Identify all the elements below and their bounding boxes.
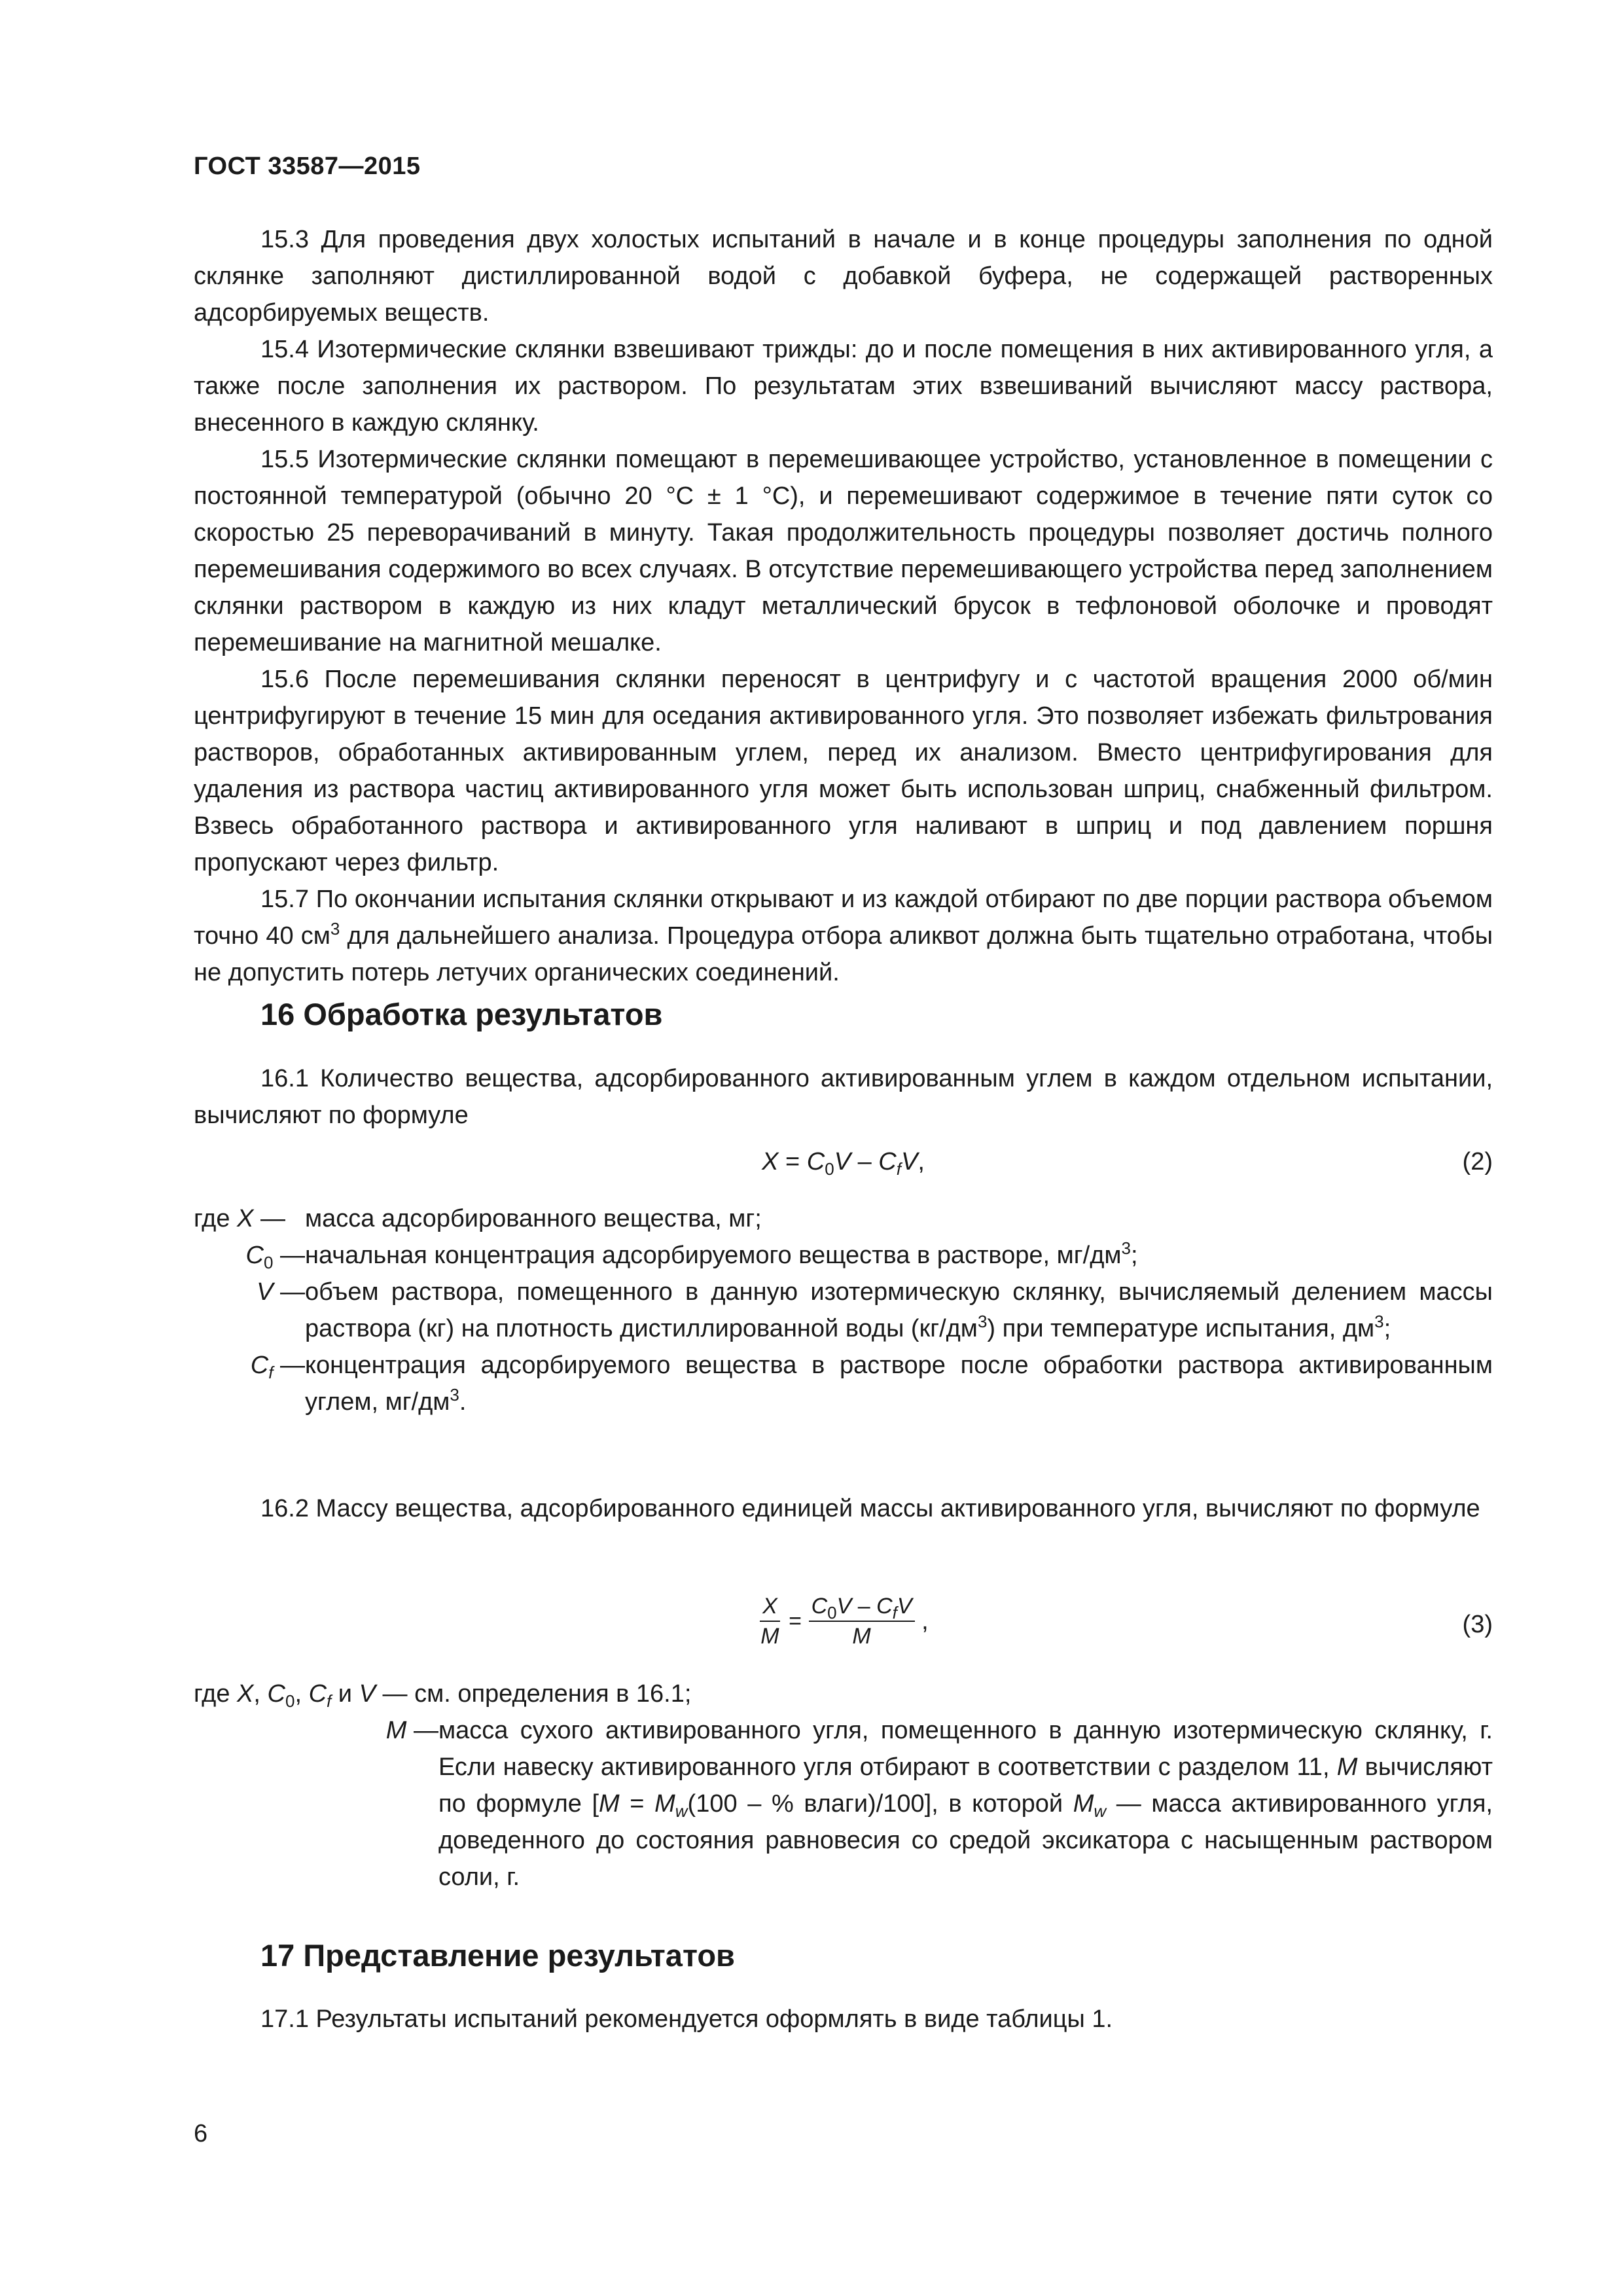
- paragraph-15-7: 15.7 По окончании испытания склянки открывают и из каждой отбирают по две порции раствора объемом точно 40 $см^3$ для дальнейшего анализа. Процедура отбора аликвот должна быть тщательно отработана, чтобы не допустить потерь летучих органических соединений.: [194, 886, 1493, 986]
- definition-C0: $C_0$ — начальная концентрация адсорбируемого вещества в растворе, $мг/дм^3$;: [245, 1238, 1138, 1272]
- formula-2-definitions: [194, 1200, 1493, 1420]
- section-15-body: [194, 221, 1493, 991]
- definition-X-C0-Cf-V: где X, $C_0$, $C_f$ и V — см. определения в 16.1;: [194, 1680, 692, 1711]
- formula-3-rhs-fraction: $\frac{C_0V - C_fV}{M}$: [809, 1592, 915, 1651]
- formula-3: [194, 1592, 1493, 1657]
- paragraph-15-4: 15.4 Изотермические склянки взвешивают трижды: до и после помещения в них активированного угля, а также после заполнения их раствором. По результатам этих взвешиваний вычисляют массу раствора, внесенного в каждую склянку.: [194, 336, 1493, 437]
- paragraph-17-1: 17.1 Результаты испытаний рекомендуется оформлять в виде таблицы 1.: [260, 2005, 1113, 2033]
- page-number: 6: [194, 2120, 208, 2147]
- paragraph-16-1-block: [194, 1060, 1493, 1134]
- formula-3-expression: $\frac{X}{M}$ = $\frac{C_0V - C_fV}{M}$ ,: [194, 1592, 1493, 1651]
- formula-3-lhs-fraction: $\frac{X}{M}$: [758, 1592, 781, 1651]
- formula-3-definitions: [194, 1676, 1493, 1895]
- paragraph-16-1: 16.1 Количество вещества, адсорбированного активированным углем в каждом отдельном испытании, вычисляют по формуле: [194, 1065, 1493, 1129]
- paragraph-15-5: 15.5 Изотермические склянки помещают в перемешивающее устройство, установленное в помещении с постоянной температурой (обычно 20 °С ± 1 °С), и перемешивают содержимое в течение пяти суток со скоростью 25 переворачиваний в минуту. Такая продолжительность процедуры позволяет достичь полного перемешивания содержимого во всех случаях. В отсутствие перемешивающего устройства перед заполнением склянки раствором в каждую из них кладут металлический брусок в тефлоновой оболочке и проводят перемешивание на магнитной мешалке.: [194, 446, 1493, 656]
- formula-3-number: (3): [1462, 1611, 1493, 1638]
- paragraph-17-1-block: [194, 2001, 1493, 2037]
- definition-M: M — масса сухого активированного угля, помещенного в данную изотермическую склянку, г. Если навеску активированного угля отбирают в соответствии с разделом 11, M вычисляют по формуле [$M = M_w(100$ – % влаги)/100], в которой $M_w$ — масса активированного угля, доведенного до состояния равновесия со средой эксикатора с насыщенным раствором соли, г.: [385, 1717, 1493, 1891]
- definition-X: где X — масса адсорбированного вещества, мг;: [194, 1205, 762, 1232]
- paragraph-15-6: 15.6 После перемешивания склянки переносят в центрифугу и с частотой вращения 2000 об/мин центрифугируют в течение 15 мин для оседания активированного угля. Это позволяет избежать фильтрования растворов, обработанных активированным углем, перед их анализом. Вместо центрифугирования для удаления из раствора частиц активированного угля может быть использован шприц, снабженный фильтром. Взвесь обработанного раствора и активированного угля наливают в шприц и под давлением поршня пропускают через фильтр.: [194, 666, 1493, 876]
- paragraph-16-2-block: [194, 1490, 1493, 1527]
- formula-2-expression: $X = C_0V - C_fV$,: [762, 1148, 925, 1179]
- definition-V: V — объем раствора, помещенного в данную изотермическую склянку, вычисляемый делением массы раствора (кг) на плотность дистиллированной воды $(кг/дм^3)$ при температуре испытания, $дм^3$;: [257, 1278, 1493, 1342]
- section-17-heading: 17 Представление результатов: [260, 1938, 735, 1973]
- section-16-heading: 16 Обработка результатов: [260, 997, 663, 1031]
- paragraph-16-2: 16.2 Массу вещества, адсорбированного единицей массы активированного угля, вычисляют по формуле: [260, 1495, 1480, 1522]
- formula-2: [194, 1143, 1493, 1183]
- formula-2-number: (2): [1462, 1148, 1493, 1175]
- paragraph-15-3: 15.3 Для проведения двух холостых испытаний в начале и в конце процедуры заполнения по одной склянке заполняют дистиллированной водой с добавкой буфера, не содержащей растворенных адсорбируемых веществ.: [194, 226, 1493, 327]
- definition-Cf: $C_f$ — концентрация адсорбируемого вещества в растворе после обработки раствора активированным углем, $мг/дм^3$.: [250, 1352, 1493, 1416]
- document-code-header: ГОСТ 33587—2015: [194, 152, 421, 180]
